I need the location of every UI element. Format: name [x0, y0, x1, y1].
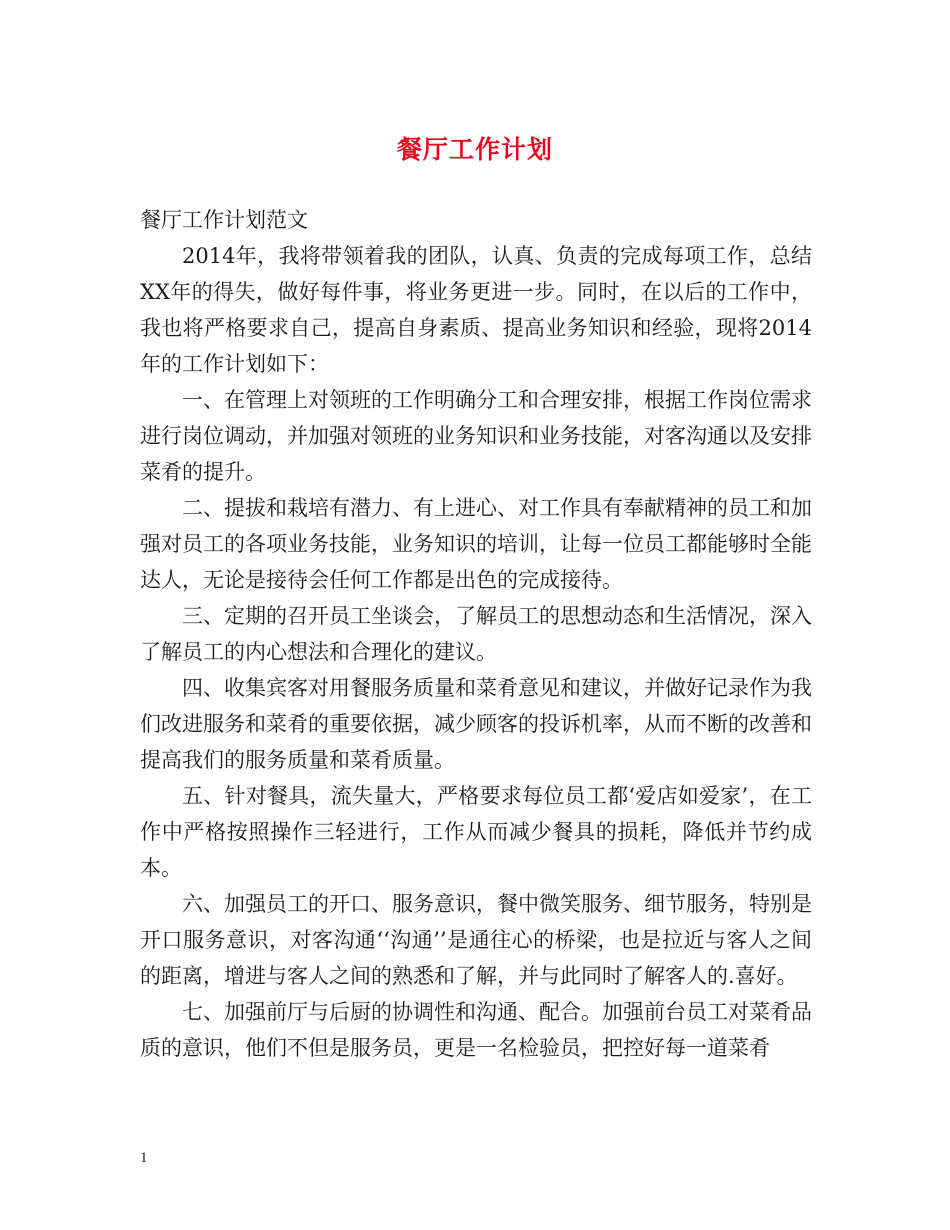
paragraph-item-3: 三、定期的召开员工坐谈会，了解员工的思想动态和生活情况，深入了解员工的内心想法和合理化的建议。 — [140, 604, 812, 664]
page-number: 1 — [140, 1150, 148, 1166]
paragraph-item-1: 一、在管理上对领班的工作明确分工和合理安排，根据工作岗位需求进行岗位调动，并加强对领班的业务知识和业务技能，对客沟通以及安排菜肴的提升。 — [140, 388, 812, 484]
paragraph-intro: 2014年，我将带领着我的团队，认真、负责的完成每项工作，总结XX年的得失，做好每件事，将业务更进一步。同时，在以后的工作中，我也将严格要求自己，提高自身素质、提高业务知识和经验，现将2014年的工作计划如下： — [140, 244, 812, 376]
document-title: 餐厅工作计划 — [396, 135, 553, 164]
paragraph-item-2: 二、提拔和栽培有潜力、有上进心、对工作具有奉献精神的员工和加强对员工的各项业务技能，业务知识的培训，让每一位员工都能够时全能达人，无论是接待会任何工作都是出色的完成接待。 — [140, 496, 812, 592]
paragraph-item-5: 五、针对餐具，流失量大，严格要求每位员工都‘爱店如爱家’，在工作中严格按照操作三轻进行，工作从而减少餐具的损耗，降低并节约成本。 — [140, 784, 812, 880]
paragraph-item-7: 七、加强前厅与后厨的协调性和沟通、配合。加强前台员工对菜肴品质的意识，他们不但是服务员，更是一名检验员，把控好每一道菜肴 — [140, 1000, 812, 1060]
paragraph-item-6: 六、加强员工的开口、服务意识，餐中微笑服务、细节服务，特别是开口服务意识，对客沟通‘‘沟通’’是通往心的桥梁，也是拉近与客人之间的距离，增进与客人之间的熟悉和了解，并与此同时了解客人的.喜好。 — [140, 892, 812, 988]
paragraph-item-4: 四、收集宾客对用餐服务质量和菜肴意见和建议，并做好记录作为我们改进服务和菜肴的重要依据，减少顾客的投诉机率，从而不断的改善和提高我们的服务质量和菜肴质量。 — [140, 676, 812, 772]
document-subtitle: 餐厅工作计划范文 — [140, 208, 308, 232]
document-body — [140, 202, 812, 1066]
